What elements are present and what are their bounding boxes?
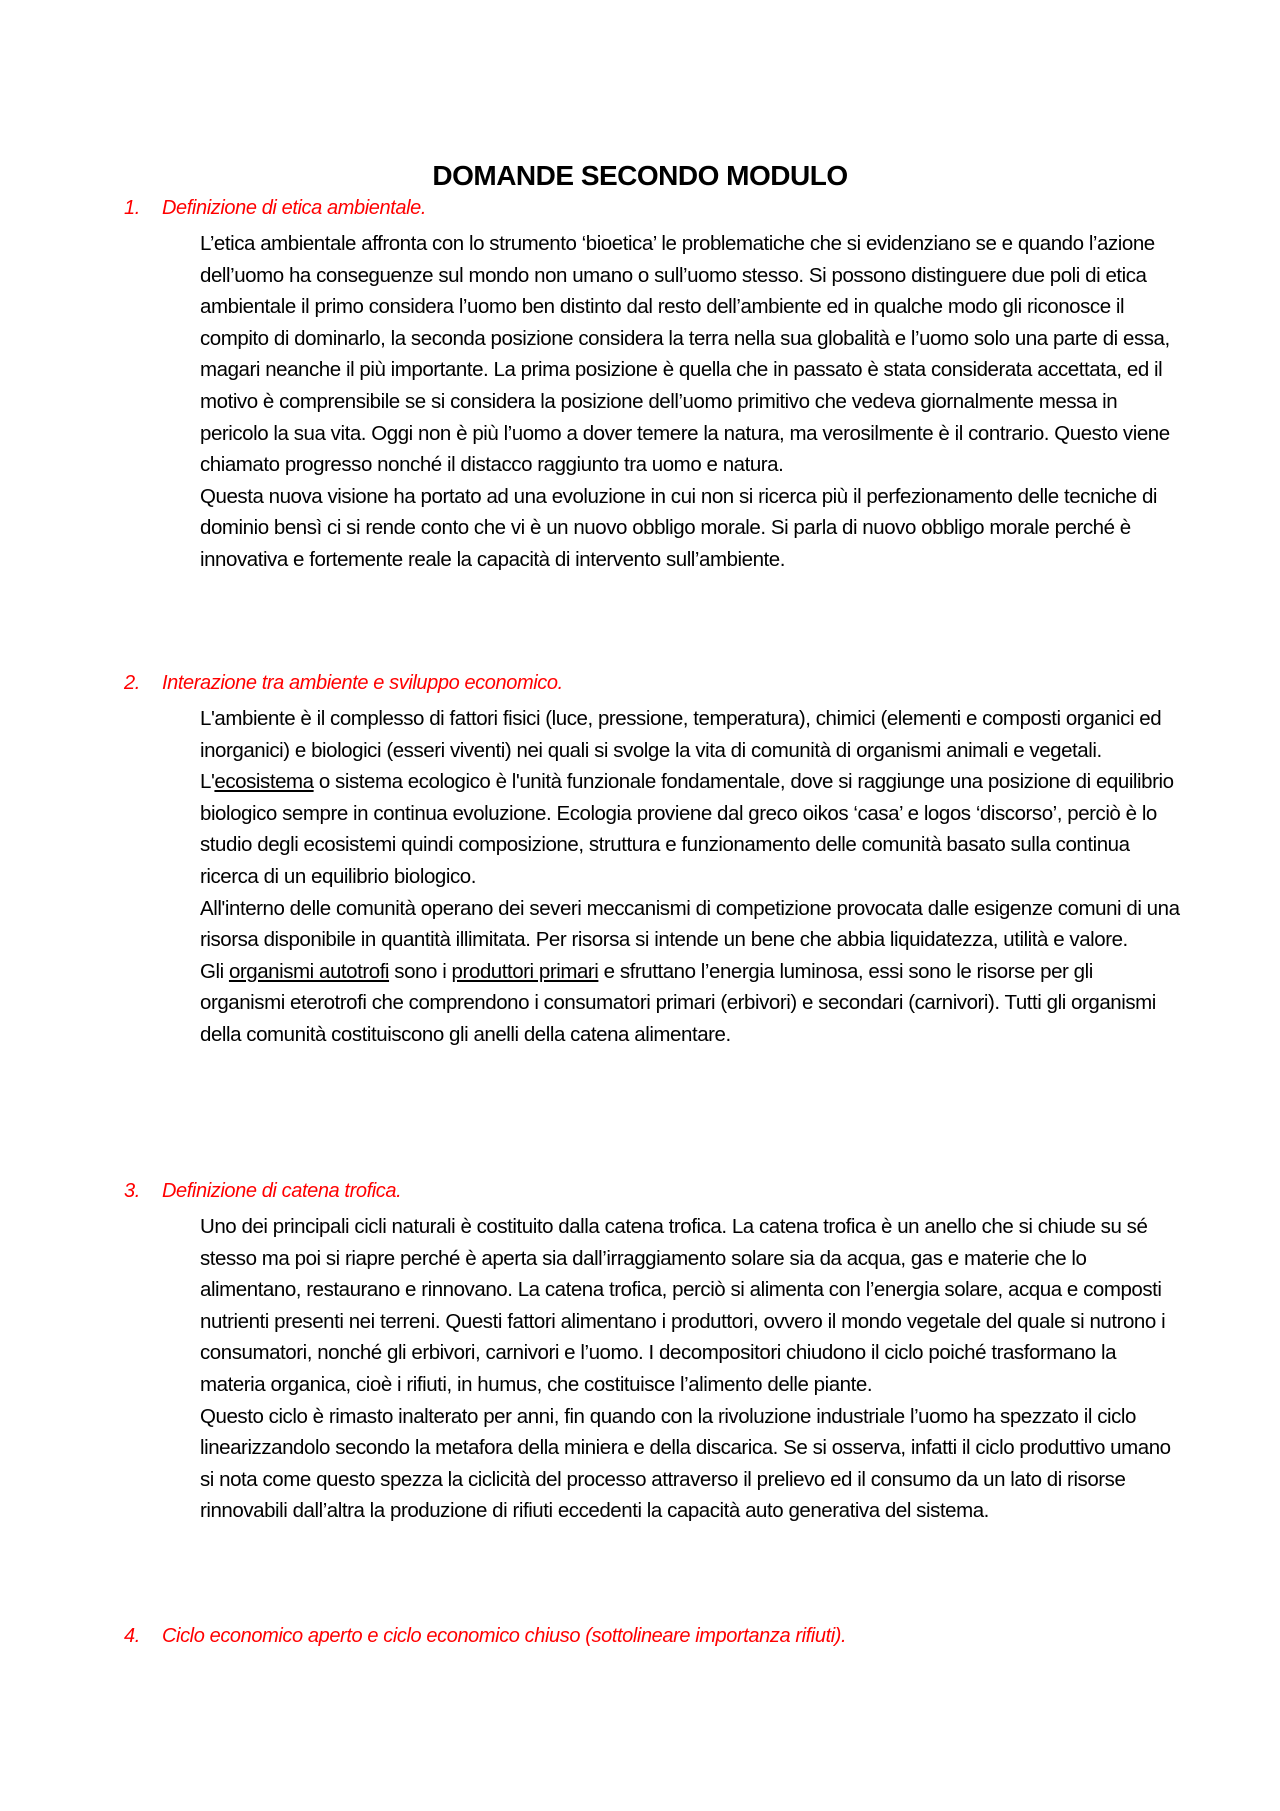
paragraph: L'ambiente è il complesso di fattori fisici (luce, pressione, temperatura), chimici (elementi e composti organici ed inorganici) e biologici (esseri viventi) nei quali si svolge la vita di comunità di organismi animali e vegetali. <box>200 707 1162 762</box>
page-title: DOMANDE SECONDO MODULO <box>432 160 848 191</box>
paragraph: Uno dei principali cicli naturali è costituito dalla catena trofica. La catena trofica è un anello che si chiude su sé stesso ma poi si riapre perché è aperta sia dall’irraggiamento solare sia da acqua, gas e materie che lo alimentano, restaurano e rinnovano. La catena trofica, perciò si alimenta con l’energia solare, acqua e composti nutrienti presenti nei terreni. Questi fattori alimentano i produttori, ovvero il mondo vegetale del quale si nutrono i consumatori, nonché gli erbivori, carnivori e l’uomo. I decompositori chiudono il ciclo poiché trasformano la materia organica, cioè i rifiuti, in humus, che costituisce l’alimento delle piante. <box>200 1215 1166 1396</box>
question-1-answer <box>200 228 1180 576</box>
text: Gli <box>200 959 229 983</box>
question-2-answer <box>200 703 1180 1051</box>
text: o sistema ecologico è l'unità funzionale fondamentale, dove si raggiunge una posizione di equilibrio biologico sempre in continua evoluzione. Ecologia proviene dal greco oikos ‘casa’ e logos ‘discorso’, perciò è lo studio degli ecosistemi quindi composizione, struttura e funzionamento delle comunità basato sulla continua ricerca di un equilibrio biologico. <box>200 770 1174 888</box>
question-title: Ciclo economico aperto e ciclo economico chiuso (sottolineare importanza rifiuti). <box>162 1625 847 1647</box>
question-number: 4. <box>124 1625 140 1647</box>
question-title: Definizione di etica ambientale. <box>162 197 427 219</box>
text: sono i <box>389 959 452 983</box>
paragraph <box>200 956 1180 1051</box>
paragraph: Questa nuova visione ha portato ad una evoluzione in cui non si ricerca più il perfezionamento delle tecniche di dominio bensì ci si rende conto che vi è un nuovo obbligo morale. Si parla di nuovo obbligo morale perché è innovativa e fortemente reale la capacità di intervento sull’ambiente. <box>200 484 1158 571</box>
question-2-heading <box>124 672 563 695</box>
question-number: 2. <box>124 672 140 694</box>
question-1-heading <box>124 197 426 220</box>
text: L' <box>200 770 215 794</box>
underlined-term-ecosistema: ecosistema <box>214 770 314 794</box>
paragraph: Questo ciclo è rimasto inalterato per anni, fin quando con la rivoluzione industriale l’uomo ha spezzato il ciclo linearizzandolo secondo la metafora della miniera e della discarica. Se si osserva, infatti il ciclo produttivo umano si nota come questo spezza la ciclicità del processo attraverso il prelievo ed il consumo da un lato di risorse rinnovabili dall’altra la produzione di rifiuti eccedenti la capacità auto generativa del sistema. <box>200 1404 1171 1523</box>
underlined-term-produttori-primari: produttori primari <box>451 959 599 983</box>
underlined-term-organismi-autotrofi: organismi autotrofi <box>228 959 390 983</box>
question-3-heading <box>124 1180 401 1203</box>
paragraph: All'interno delle comunità operano dei severi meccanismi di competizione provocata dalle esigenze comuni di una risorsa disponibile in quantità illimitata. Per risorsa si intende un bene che abbia liquidatezza, utilità e valore. <box>200 896 1180 952</box>
question-title: Definizione di catena trofica. <box>162 1180 402 1202</box>
paragraph: L’etica ambientale affronta con lo strumento ‘bioetica’ le problematiche che si evidenziano se e quando l’azione dell’uomo ha conseguenze sul mondo non umano o sull’uomo stesso. Si possono distinguere due poli di etica ambientale il primo considera l’uomo ben distinto dal resto dell’ambiente ed in qualche modo gli riconosce il compito di dominarlo, la seconda posizione considera la terra nella sua globalità e l’uomo solo una parte di essa, magari neanche il più importante. La prima posizione è quella che in passato è stata considerata accettata, ed il motivo è comprensibile se si considera la posizione dell’uomo primitivo che vedeva giornalmente messa in pericolo la sua vita. Oggi non è più l’uomo a dover temere la natura, ma verosilmente è il contrario. Questo viene chiamato progresso nonché il distacco raggiunto tra uomo e natura. <box>200 232 1170 477</box>
text: e sfruttano l’energia luminosa, essi sono le risorse per gli organismi eterotrofi che comprendono i consumatori primari (erbivori) e secondari (carnivori). Tutti gli organismi della comunità costituiscono gli anelli della catena alimentare. <box>200 959 1156 1046</box>
question-4-heading <box>124 1625 846 1648</box>
question-number: 1. <box>124 197 140 219</box>
paragraph <box>200 766 1180 892</box>
question-title: Interazione tra ambiente e sviluppo economico. <box>162 672 563 694</box>
question-number: 3. <box>124 1180 140 1202</box>
question-3-answer <box>200 1211 1180 1527</box>
